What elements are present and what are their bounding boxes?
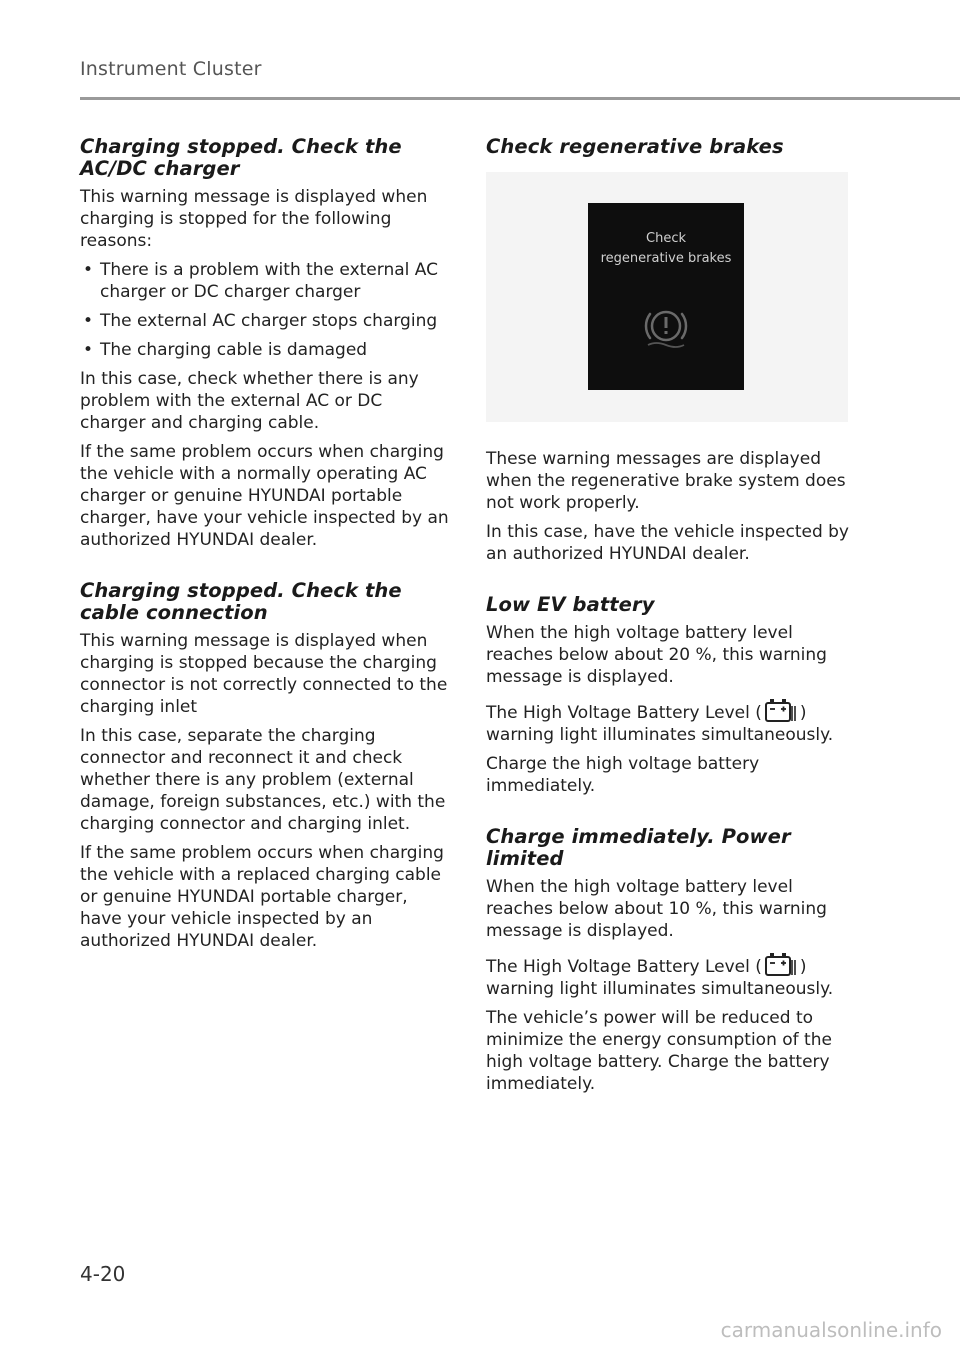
page-number: 4-20 xyxy=(80,1262,126,1286)
text-fragment: The High Voltage Battery Level ( xyxy=(486,703,762,723)
page-header-title: Instrument Cluster xyxy=(80,58,262,80)
list-item: • The external AC charger stops charging xyxy=(80,310,450,332)
paragraph-battery-indicator xyxy=(486,698,858,746)
paragraph-battery-indicator xyxy=(486,952,858,1000)
list-item: • There is a problem with the external AC charger or DC charger charger xyxy=(80,259,450,303)
right-column xyxy=(486,136,858,1102)
list-item: • The charging cable is damaged xyxy=(80,339,450,361)
paragraph: This warning message is displayed when charging is stopped for the following reasons: xyxy=(80,187,428,251)
high-voltage-battery-icon xyxy=(764,698,798,724)
brake-warning-icon xyxy=(640,303,692,349)
text-fragment: ) xyxy=(799,957,807,977)
screen-message-line2: regenerative brakes xyxy=(600,251,732,266)
paragraph: If the same problem occurs when charging the vehicle with a normally operating AC charger or genuine HYUNDAI portable charger, have your vehicle inspected by an authorized HYUNDAI dealer. xyxy=(80,442,449,550)
text-fragment: warning light illuminates simultaneously. xyxy=(486,979,834,999)
paragraph: When the high voltage battery level reaches below about 20 %, this warning message is displayed. xyxy=(486,623,827,687)
paragraph: These warning messages are displayed when the regenerative brake system does not work properly. xyxy=(486,449,846,513)
paragraph: If the same problem occurs when charging the vehicle with a replaced charging cable or genuine HYUNDAI portable charger, have your vehicle inspected by an authorized HYUNDAI dealer. xyxy=(80,843,444,951)
paragraph: In this case, check whether there is any problem with the external AC or DC charger and charging cable. xyxy=(80,369,419,433)
screen-message xyxy=(588,229,744,269)
reason-list xyxy=(80,259,450,361)
screen-message-line1: Check xyxy=(646,231,686,246)
header-divider xyxy=(80,97,960,100)
paragraph: This warning message is displayed when charging is stopped because the charging connector is not correctly connected to the charging inlet xyxy=(80,631,448,717)
section-heading-charge-immediately: Charge immediately. Power limited xyxy=(486,825,791,870)
section-heading-ac-dc-charger: Charging stopped. Check the AC/DC charger xyxy=(80,135,402,180)
paragraph: The vehicle’s power will be reduced to minimize the energy consumption of the high voltage battery. Charge the battery immediately. xyxy=(486,1008,832,1094)
watermark-text: carmanualsonline.info xyxy=(720,1318,942,1342)
section-heading-low-ev-battery: Low EV battery xyxy=(486,593,655,616)
text-fragment: warning light illuminates simultaneously. xyxy=(486,725,834,745)
text-fragment: The High Voltage Battery Level ( xyxy=(486,957,762,977)
paragraph: Charge the high voltage battery immediately. xyxy=(486,754,760,796)
text-fragment: ) xyxy=(799,703,807,723)
paragraph: When the high voltage battery level reaches below about 10 %, this warning message is displayed. xyxy=(486,877,827,941)
paragraph: In this case, have the vehicle inspected by an authorized HYUNDAI dealer. xyxy=(486,522,849,564)
section-heading-regenerative-brakes: Check regenerative brakes xyxy=(486,135,784,158)
section-heading-cable-connection: Charging stopped. Check the cable connection xyxy=(80,579,402,624)
high-voltage-battery-icon xyxy=(764,952,798,978)
cluster-display-figure xyxy=(486,172,848,422)
left-column xyxy=(80,136,450,959)
paragraph: In this case, separate the charging connector and reconnect it and check whether there is any problem (external damage, foreign substances, etc.) with the charging connector and charging inlet. xyxy=(80,726,446,834)
cluster-screen xyxy=(588,203,744,390)
